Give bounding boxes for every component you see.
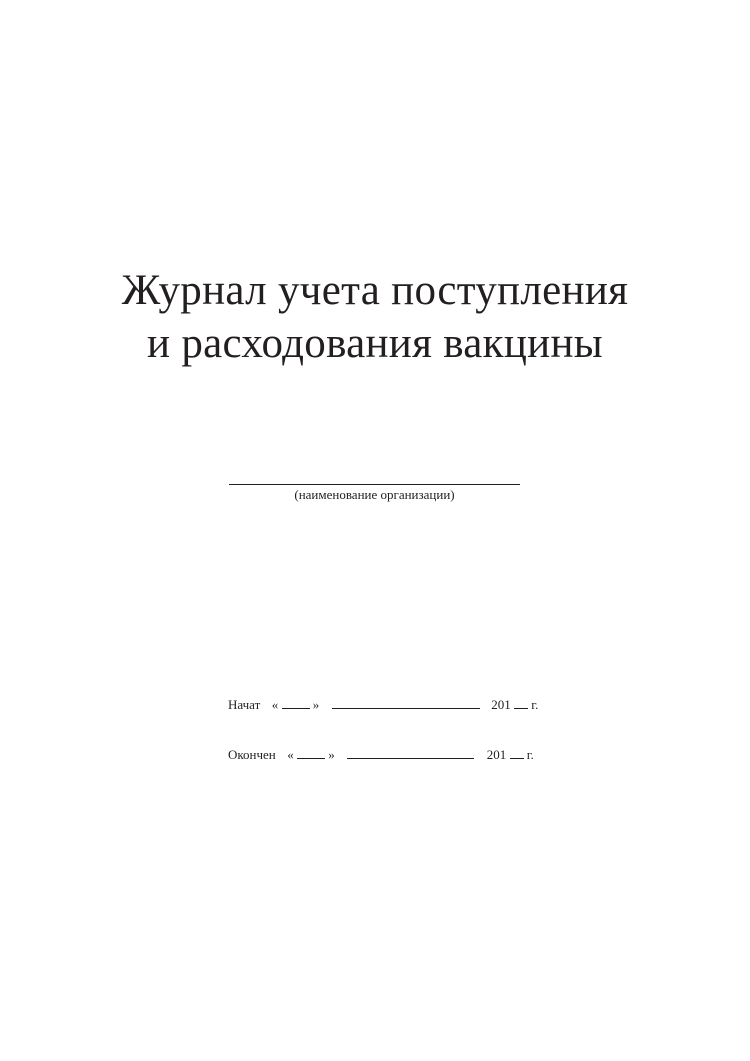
organization-caption: (наименование организации) [294,487,455,502]
started-year-suffix: г. [531,697,539,712]
finished-date-row [228,746,534,764]
finished-year-prefix: 201 [486,747,507,762]
started-month-blank [332,696,480,709]
finished-month-blank [347,746,474,759]
finished-year-blank [510,746,524,759]
finished-label: Окончен [228,747,276,762]
started-year-prefix: 201 [491,697,511,712]
document-title-line-1: Журнал учета поступления [121,267,629,314]
finished-year-suffix: г. [526,747,534,762]
started-year-blank [514,696,528,709]
started-date-row [228,696,538,714]
started-day-blank [282,696,310,709]
started-label: Начат [228,697,261,712]
started-close-quote: » [312,697,320,712]
finished-close-quote: » [328,747,335,762]
finished-day-blank [297,746,325,759]
finished-open-quote: « [287,747,294,762]
document-title-line-2: и расходования вакцины [147,320,603,367]
started-open-quote: « [271,697,279,712]
organization-name-line [229,484,520,485]
